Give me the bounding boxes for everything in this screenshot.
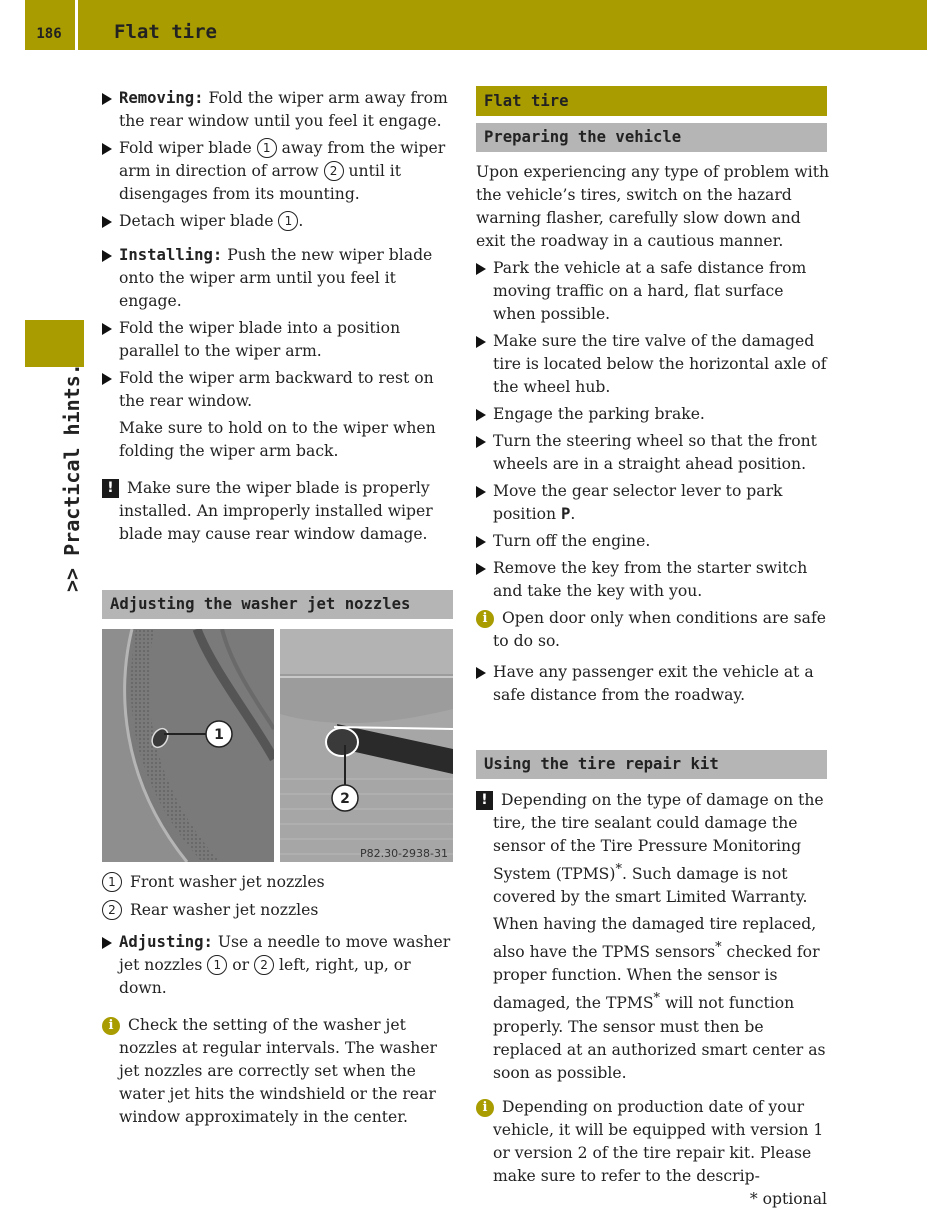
section-heading-repair-kit: Using the tire repair kit xyxy=(476,750,827,779)
info-note-repair-kit: i Depending on production date of your vehicle, it will be equipped with version 1 or version 2 of the tire repair kit. Please make sure to refer to the descrip- xyxy=(476,1096,831,1188)
step-arrow-icon xyxy=(102,373,112,385)
step-fold-backward: Fold the wiper arm backward to rest on the rear window. xyxy=(102,367,456,413)
right-column-top xyxy=(476,161,831,707)
step-arrow-icon xyxy=(102,143,112,155)
step-arrow-icon xyxy=(476,336,486,348)
callout-1-icon: 1 xyxy=(257,138,277,158)
info-icon: i xyxy=(476,610,494,628)
step-adjusting: Adjusting: Use a needle to move washer jet nozzles 1 or 2 left, right, up, or down. xyxy=(102,931,456,1000)
header-separator xyxy=(75,0,78,50)
figure-code: P82.30-2938-31 xyxy=(359,847,448,860)
info-note-washer: i Check the setting of the washer jet nozzles at regular intervals. The washer jet nozzles are correctly set when the water jet hits the windshield or the rear window approximately in the center. xyxy=(102,1014,456,1129)
intro-paragraph: Upon experiencing any type of problem with the vehicle’s tires, switch on the hazard warning flasher, carefully slow down and exit the roadway in a cautious manner. xyxy=(476,163,830,250)
warning-icon: ! xyxy=(102,479,119,498)
step-arrow-icon xyxy=(102,937,112,949)
step-arrow-icon xyxy=(476,263,486,275)
step-installing: Installing: Push the new wiper blade onto the wiper arm until you feel it engage. xyxy=(102,244,456,313)
step-parking-brake: Engage the parking brake. xyxy=(476,403,831,426)
step-arrow-icon xyxy=(476,486,486,498)
sidebar-label: >> Practical hints. xyxy=(60,363,84,592)
svg-text:1: 1 xyxy=(214,727,224,743)
left-column-bottom xyxy=(102,931,456,1129)
callout-1-icon: 1 xyxy=(207,955,227,975)
callout-2-icon: 2 xyxy=(324,161,344,181)
step-arrow-icon xyxy=(476,563,486,575)
step-gear-selector: Move the gear selector lever to park position P. xyxy=(476,480,831,526)
tpms-replacement-note: When having the damaged tire replaced, also have the TPMS sensors* checked for proper function. When the sensor is damaged, the TPMS* will not function properly. The sensor must then be replaced at an authorized smart center as soon as possible. xyxy=(493,915,826,1082)
svg-text:2: 2 xyxy=(340,791,350,807)
step-arrow-icon xyxy=(102,250,112,262)
info-icon: i xyxy=(476,1099,494,1117)
step-park: Park the vehicle at a safe distance from moving traffic on a hard, flat surface when possible. xyxy=(476,257,831,326)
step-arrow-icon xyxy=(476,667,486,679)
step-engine-off: Turn off the engine. xyxy=(476,530,831,553)
page-number: 186 xyxy=(36,26,62,42)
step-detach-blade: Detach wiper blade 1 . xyxy=(102,210,456,233)
optional-footnote: * optional xyxy=(749,1190,827,1208)
step-arrow-icon xyxy=(102,323,112,335)
figure-legend-2: 2 Rear washer jet nozzles xyxy=(102,899,452,922)
callout-1-icon: 1 xyxy=(102,872,122,892)
callout-2-icon: 2 xyxy=(102,900,122,920)
step-removing: Removing: Fold the wiper arm away from the rear window until you feel it engage. xyxy=(102,87,456,133)
step-passenger-exit: Have any passenger exit the vehicle at a safe distance from the roadway. xyxy=(476,661,831,707)
page-title: Flat tire xyxy=(114,21,217,43)
sidebar-tab-marker xyxy=(25,320,84,367)
step-arrow-icon xyxy=(102,216,112,228)
rear-nozzle-marker xyxy=(326,728,358,756)
left-column-top xyxy=(102,87,456,546)
step-fold-parallel: Fold the wiper blade into a position parallel to the wiper arm. xyxy=(102,317,456,363)
callout-1-icon: 1 xyxy=(278,211,298,231)
washer-nozzle-figure xyxy=(102,629,453,862)
step-remove-key: Remove the key from the starter switch and take the key with you. xyxy=(476,557,831,603)
section-heading-flat-tire: Flat tire xyxy=(476,86,827,116)
step-arrow-icon xyxy=(476,536,486,548)
step-arrow-icon xyxy=(476,409,486,421)
figure-legend-1: 1 Front washer jet nozzles xyxy=(102,871,452,894)
warning-note-tpms: ! Depending on the type of damage on the tire, the tire sealant could damage the sensor of the Tire Pressure Monitoring System (TPMS)*. Such damage is not covered by the smart Limited Warranty. xyxy=(476,789,831,909)
warning-icon: ! xyxy=(476,791,493,810)
info-note-door: i Open door only when conditions are safe to do so. xyxy=(476,607,831,653)
step-note: Make sure to hold on to the wiper when folding the wiper arm back. xyxy=(119,419,436,460)
right-column-bottom xyxy=(476,789,831,1188)
step-arrow-icon xyxy=(476,436,486,448)
info-icon: i xyxy=(102,1017,120,1035)
section-heading-washer: Adjusting the washer jet nozzles xyxy=(102,590,453,619)
section-heading-preparing: Preparing the vehicle xyxy=(476,123,827,152)
step-steering: Turn the steering wheel so that the front wheels are in a straight ahead position. xyxy=(476,430,831,476)
warning-note: ! Make sure the wiper blade is properly installed. An improperly installed wiper blade may cause rear window damage. xyxy=(102,477,456,546)
step-valve: Make sure the tire valve of the damaged tire is located below the horizontal axle of the wheel hub. xyxy=(476,330,831,399)
callout-2-icon: 2 xyxy=(254,955,274,975)
step-fold-blade: Fold wiper blade 1 away from the wiper arm in direction of arrow 2 until it disengages from its mounting. xyxy=(102,137,456,206)
step-arrow-icon xyxy=(102,93,112,105)
